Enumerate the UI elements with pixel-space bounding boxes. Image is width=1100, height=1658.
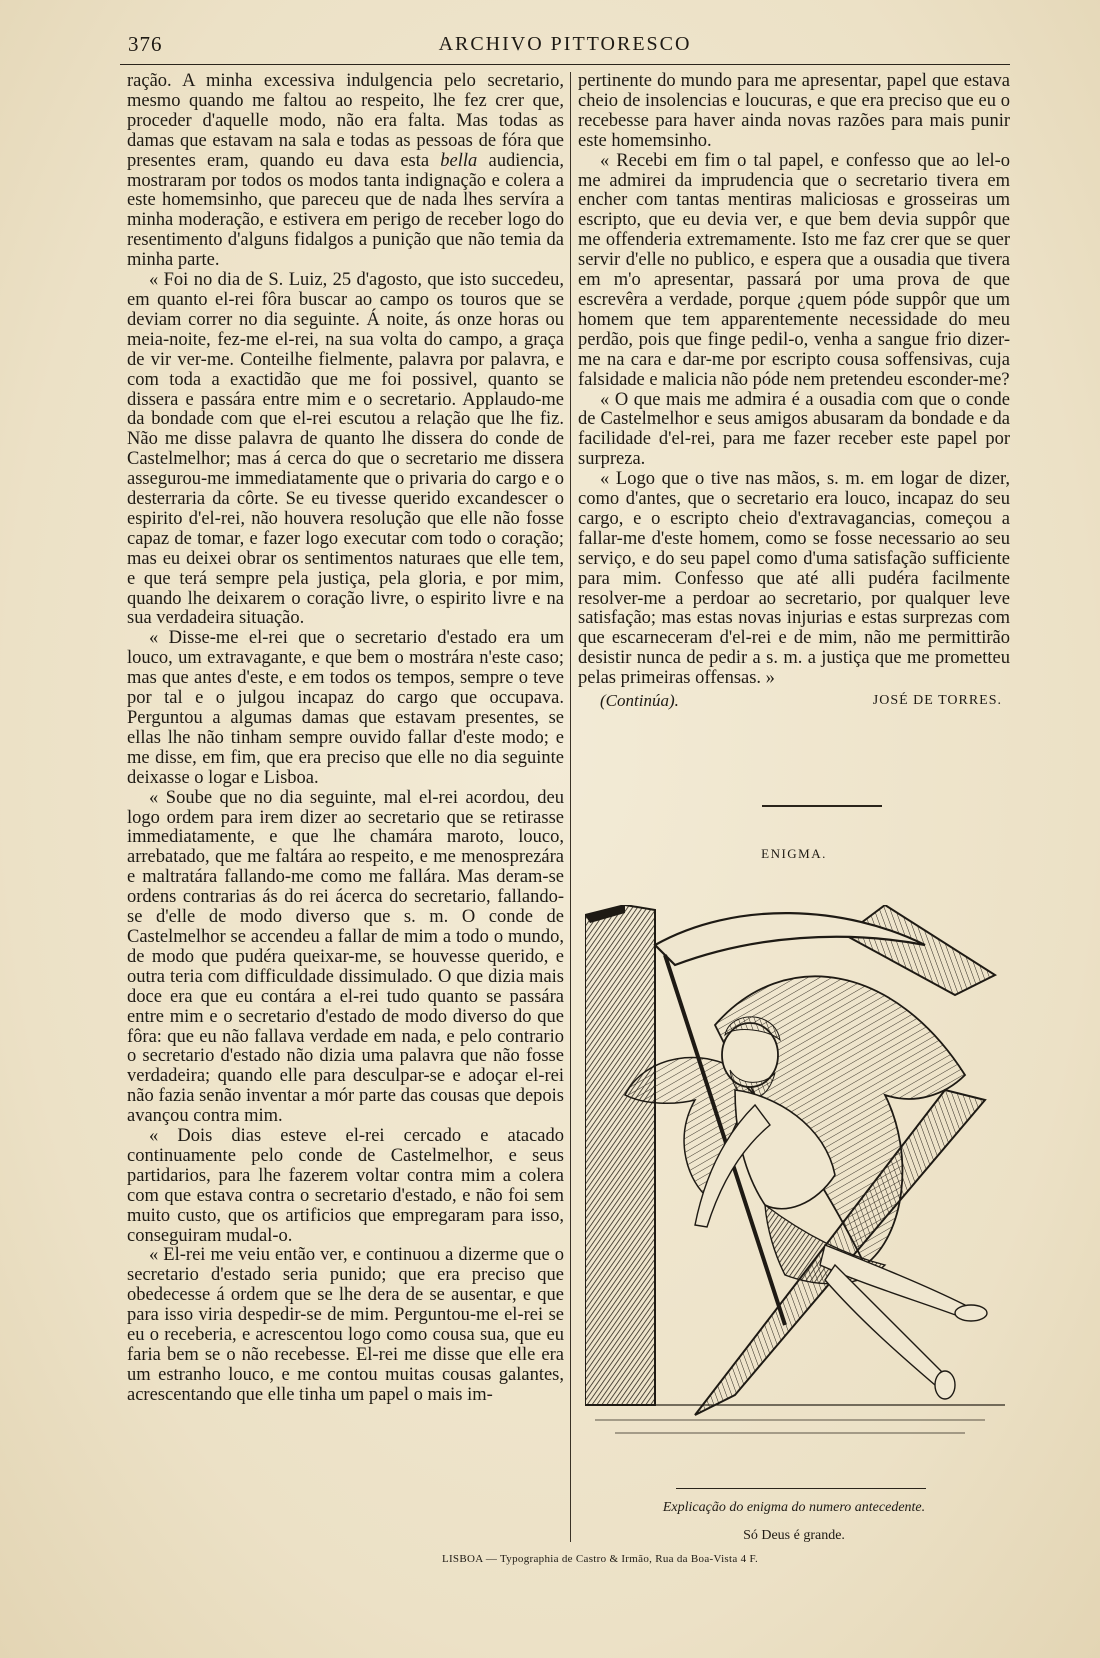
enigma-engraving — [585, 905, 1005, 1445]
cross-upright — [585, 905, 655, 1405]
printer-imprint: LISBOA — Typographia de Castro & Irmão, Rua da Boa-Vista 4 F. — [441, 1553, 759, 1565]
article-signoff — [578, 691, 1010, 711]
italic-word: bella — [440, 150, 478, 171]
section-divider — [762, 805, 882, 807]
enigma-answer: Só Deus é grande. — [743, 1528, 845, 1543]
paragraph: pertinente do mundo para me apresentar, papel que estava cheio de insolencias e loucuras, e que era preciso que eu o recebesse para haver ainda novas razões para mais punir este homemsinho. — [578, 71, 1010, 151]
paragraph: « Recebi em fim o tal papel, e confesso que ao lel-o me admirei da imprudencia que o secretario tivera em encher com tantas mentiras maliciosas e grosseiras um escripto, que eu devia ver, e que bem devia suppôr que me offenderia extremamente. Isto me faz crer que se quer servir d'elle no publico, e espera que a ousadia que tivera em m'o apresentar, passará por uma prova de que escrevêra a verdade, porque ¿quem póde suppôr que um homem que tem apparentemente necessidade do meu perdão, pois que finge pedil-o, venha a sangue frio dizer-me na cara e dar-me por escripto cousa soffensivas, cuja falsidade e malicia não póde nem pretendeu esconder-me? — [578, 150, 1010, 390]
paragraph: « Foi no dia de S. Luiz, 25 d'agosto, que isto succedeu, em quanto el-rei fôra buscar ao campo os touros que se deviam correr no dia seguinte. Á noite, ás onze horas ou meia-noite, fez-me el-rei, na sua volta do campo, a graça de vir ver-me. Conteilhe fielmente, palavra por palavra, e com toda a exactidão que me foi possivel, quanto se dissera e passára entre mim e o secretario. Applaudo-me da bondade com que el-rei escutou a relação que lhe fiz. Não me disse palavra de quanto lhe dissera do conde de Castelmelhor; mas á cerca do que o secretario me dissera assegurou-me immediatamente que o privaria do cargo e o desterraria da côrte. Se eu tivesse querido excandescer o espirito d'el-rei, não houvera resolução que elle não fosse capaz de tomar, e fazer logo executar com todo o coração; mas eu deixei obrar os sentimentos naturaes que elle tem, e que terá sempre pela justiça, pela gloria, e por mim, quando lhe deixarem o coração livre, o espirito livre e na sua verdadeira situação. — [127, 270, 564, 629]
figure-foot — [935, 1371, 955, 1399]
cross-arm — [845, 905, 995, 995]
running-title: ARCHIVO PITTORESCO — [438, 33, 692, 55]
paragraph — [127, 72, 564, 271]
left-column — [127, 72, 564, 1406]
enigma-caption: Explicação do enigma do numero antecedente. — [662, 1500, 926, 1515]
caption-rule — [676, 1488, 926, 1489]
author-name: JOSÉ DE TORRES. — [872, 693, 1002, 709]
page-number: 376 — [128, 32, 163, 56]
paragraph: « Soube que no dia seguinte, mal el-rei acordou, deu logo ordem para irem dizer ao secretario que se retirasse immediatamente, e que lhe chamára maroto, louco, arrebatado, que me faltára ao respeito, e me menosprezára e maltratára fallando-me como me fallára. Mas deram-se ordens contrarias ás do rei ácerca do secretario, fallando-se d'elle de modo diverso que s. m. O conde de Castelmelhor se accendeu a fallar de mim a todo o mundo, de modo que pudéra queixar-me, se houvesse querido, e outra teria com difficuldade dissimulado. O que dizia mais doce era que eu contára a el-rei tudo quanto se passára entre mim e o secretario d'estado de modo diverso do que fôra: que eu não fallava verdade em nada, e pelo contrario o secretario d'estado não dizia uma palavra que não fosse verdadeira; quando elle para desculpar-se e adoçar el-rei não fazia senão inventar a mór parte das cousas que depois avançou contra mim. — [127, 787, 564, 1127]
paragraph: « El-rei me veiu então ver, e continuou a dizerme que o secretario d'estado seria punido; que era preciso que obedecesse á ordem que se lhe dera de se ausentar, e que para isso viria despedir-se de mim. Perguntou-me el-rei se eu o receberia, e acrescentou logo como cousa sua, que eu faria bem se o não recebesse. El-rei me disse que elle era um estranho louco, e me contou muitas cousas galantes, acrescentando que elle tinha um papel o mais im- — [127, 1245, 564, 1405]
enigma-title: ENIGMA. — [761, 846, 827, 861]
paragraph: « Disse-me el-rei que o secretario d'estado era um louco, um extravagante, e que bem o mostrára n'este caso; mas que antes d'este, e em todos os tempos, sempre o teve por tal e o julgou incapaz do cargo que occupava. Perguntou a algumas damas que estavam presentes, se ellas lhe não tinham sempre ouvido fallar d'este modo; e me disse, em fim, que era preciso que elle no dia seguinte deixasse o logar e Lisboa. — [127, 628, 564, 788]
ground-hatch — [595, 1420, 985, 1433]
paragraph-text: ração. A minha excessiva indulgencia pelo secretario, mesmo quando me faltou ao respeito, lhe fez crer que, proceder d'aquelle modo, não era falta. Mas todas as damas que estavam na sala e todas as pessoas de fóra que presentes eram, quando eu dava esta — [127, 71, 564, 171]
paragraph: « O que mais me admira é a ousadia com que o conde de Castelmelhor e seus amigos abusaram da bondade e da facilidade d'el-rei, para me fazer receber este papel por surpreza. — [578, 389, 1010, 470]
paragraph-text: audiencia, mostraram por todos os modos tanta indignação e colera a este homemsinho, que pareceu que de nada lhes servíra a minha moderação, e estivera em perigo de receber logo do resentimento d'alguns fidalgos a punição que não temia da minha parte. — [127, 150, 565, 271]
figure-foot — [955, 1305, 987, 1321]
column-rule — [570, 72, 571, 1542]
paragraph: « Dois dias esteve el-rei cercado e atacado continuamente pelo conde de Castelmelhor, e seus partidarios, para lhe fazerem voltar contra mim a colera com que estava contra o secretario d'estado, e não foi sem muito custo, que os artificios que empregaram para isso, conseguiram mudal-o. — [127, 1126, 564, 1246]
right-column — [578, 72, 1010, 711]
paragraph: « Logo que o tive nas mãos, s. m. em logar de dizer, como d'antes, que o secretario era louco, incapaz do seu cargo, e o escripto cheio d'extravagancias, começou a fallar-me d'este homem, como se fosse necessario ao seu serviço, e do seu papel como d'uma satisfação sufficiente para mim. Confesso que até alli pudéra facilmente resolver-me a perdoar ao secretario, por qualquer leve satisfação; mas estas novas injurias e estas surprezas com que escarneceram d'el-rei e de mim, não me permittirão desistir nunca de pedir a s. m. a justiça que me prometteu pelas primeiras offensas. » — [578, 469, 1010, 689]
continued-note: (Continúa). — [600, 691, 679, 711]
page-header — [120, 30, 1010, 65]
